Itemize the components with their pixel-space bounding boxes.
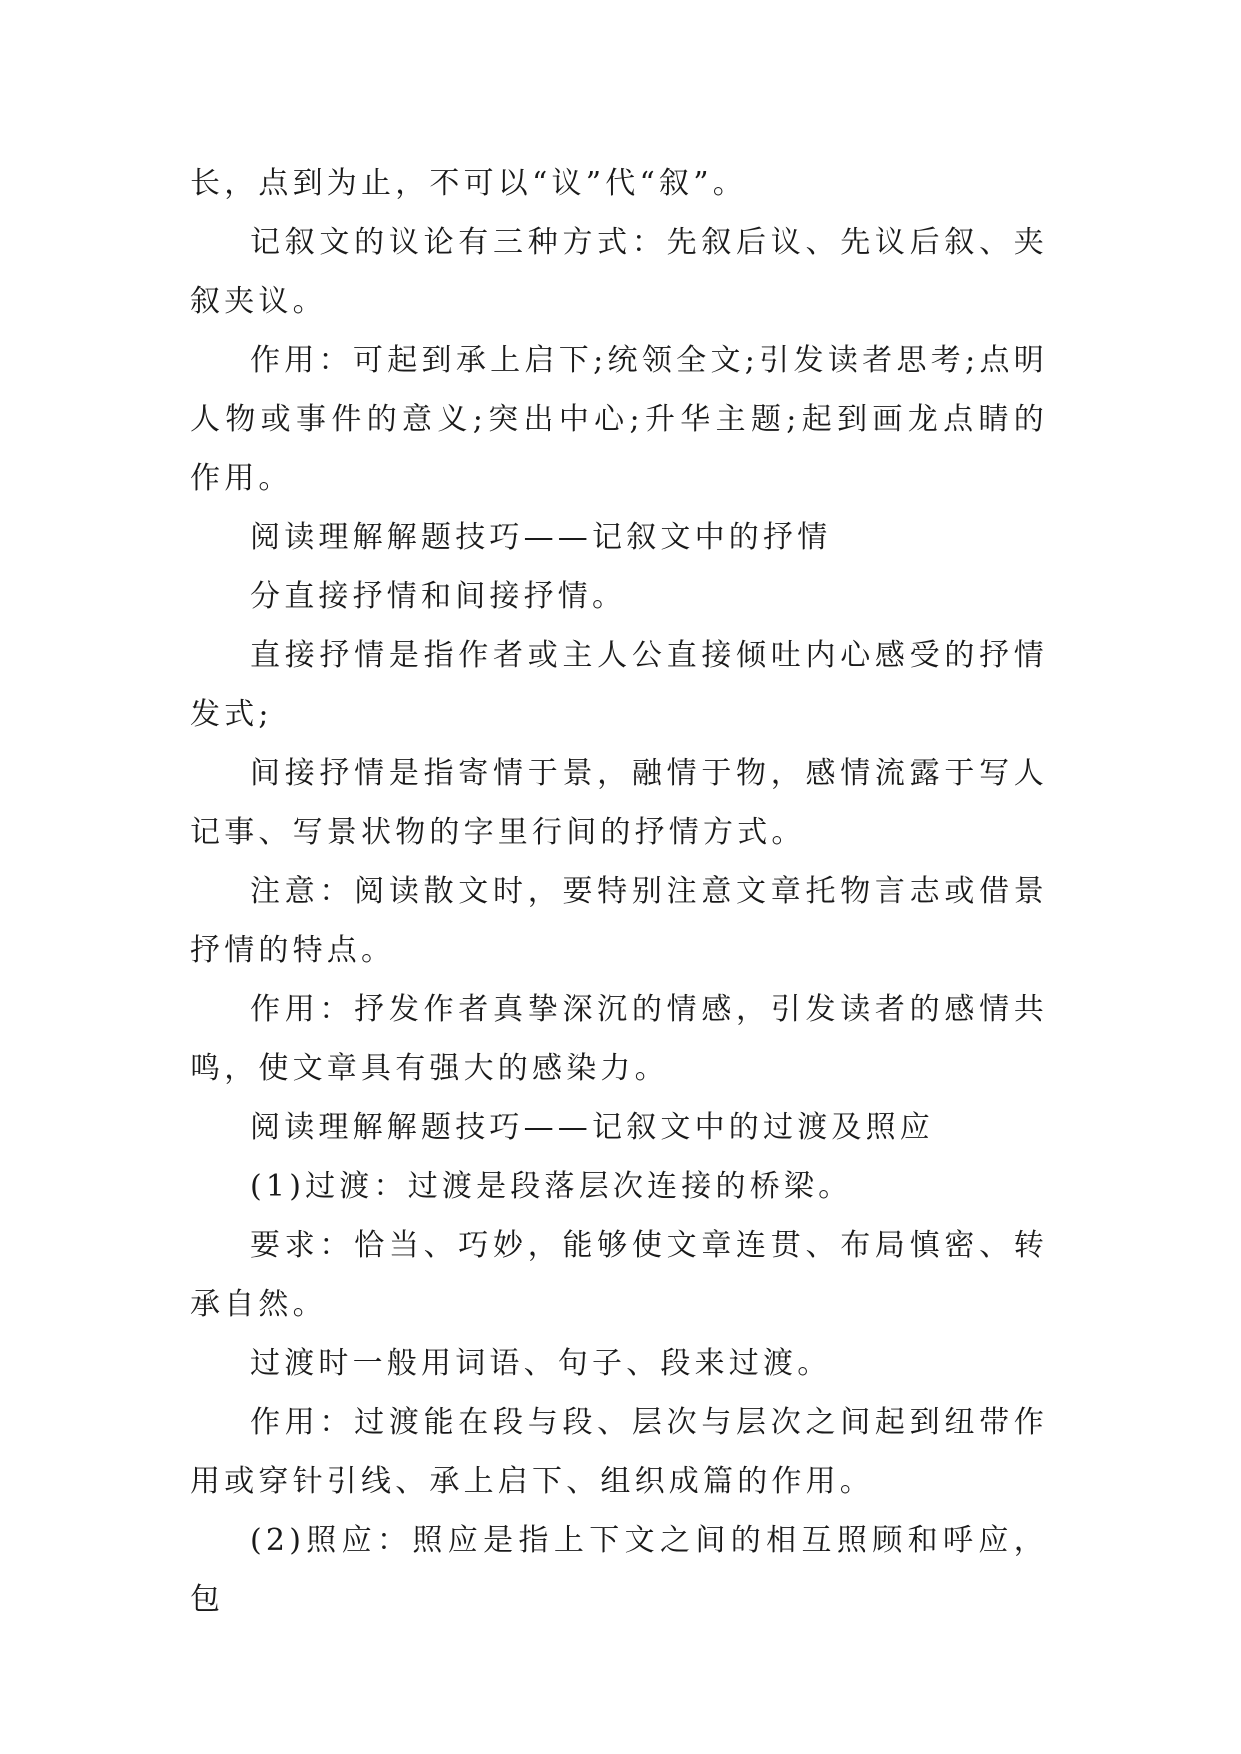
paragraph-12: 要求：恰当、巧妙，能够使文章连贯、布局慎密、转承自然。	[190, 1228, 1048, 1322]
document-body	[190, 154, 1048, 1629]
paragraph-2: 记叙文的议论有三种方式：先叙后议、先议后叙、夹叙夹议。	[190, 225, 1048, 319]
paragraph-8: 注意：阅读散文时，要特别注意文章托物言志或借景抒情的特点。	[190, 874, 1048, 968]
section-heading-transition: 阅读理解解题技巧——记叙文中的过渡及照应	[250, 1110, 934, 1145]
paragraph-3: 作用：可起到承上启下;统领全文;引发读者思考;点明人物或事件的意义;突出中心;升华主题;起到画龙点睛的作用。	[190, 343, 1048, 496]
paragraph-14: 作用：过渡能在段与段、层次与层次之间起到纽带作用或穿针引线、承上启下、组织成篇的作用。	[190, 1405, 1048, 1499]
paragraph-7: 间接抒情是指寄情于景，融情于物，感情流露于写人记事、写景状物的字里行间的抒情方式。	[190, 756, 1048, 850]
paragraph-9: 作用：抒发作者真挚深沉的情感，引发读者的感情共鸣，使文章具有强大的感染力。	[190, 992, 1048, 1086]
section-heading-lyricism: 阅读理解解题技巧——记叙文中的抒情	[250, 520, 832, 555]
paragraph-6: 直接抒情是指作者或主人公直接倾吐内心感受的抒情发式;	[190, 638, 1048, 732]
paragraph-5: 分直接抒情和间接抒情。	[250, 579, 627, 614]
paragraph-1: 长，点到为止，不可以“议”代“叙”。	[190, 166, 747, 201]
paragraph-15: (2)照应：照应是指上下文之间的相互照顾和呼应，包	[190, 1523, 1048, 1617]
paragraph-11: (1)过渡：过渡是段落层次连接的桥梁。	[250, 1169, 853, 1204]
paragraph-13: 过渡时一般用词语、句子、段来过渡。	[250, 1346, 832, 1381]
